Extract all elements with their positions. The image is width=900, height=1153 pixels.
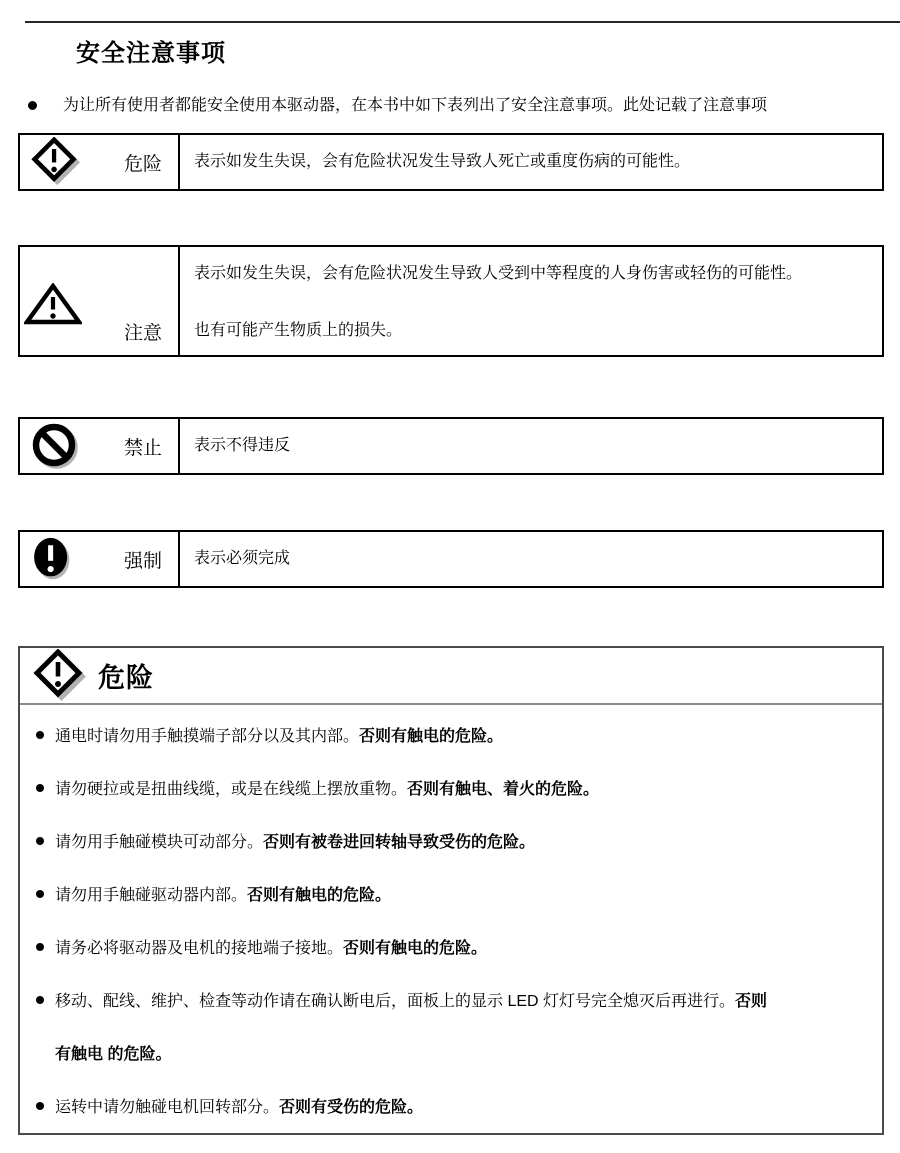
intro-text: 为让所有使用者都能安全使用本驱动器，在本书中如下表列出了安全注意事项。此处记载了注意事项 xyxy=(63,97,768,114)
no-entry-icon xyxy=(30,421,80,471)
danger-list-item xyxy=(20,761,882,814)
bullet-icon xyxy=(36,731,44,739)
danger-item-consequence: 否则有受伤的危险。 xyxy=(279,1099,424,1116)
danger-item-text: 运转中请勿触碰电机回转部分。 xyxy=(55,1099,280,1116)
intro-note xyxy=(28,95,892,117)
danger-item-text: 请勿用手触碰驱动器内部。 xyxy=(55,887,248,904)
danger-item-consequence: 否则有触电、着火的危险。 xyxy=(407,781,600,798)
danger-item-text: 请勿用手触碰模块可动部分。 xyxy=(55,834,264,851)
danger-item-text: 请勿硬拉或是扭曲线缆，或是在线缆上摆放重物。 xyxy=(55,781,408,798)
legend-table-mandatory xyxy=(18,530,884,588)
danger-list-item xyxy=(20,1079,882,1132)
danger-list-item xyxy=(20,867,882,920)
prohibited-description: 表示不得违反 xyxy=(194,436,291,454)
bullet-icon xyxy=(36,784,44,792)
danger-item-consequence: 否则有触电的危险。 xyxy=(359,728,504,745)
legend-table-prohibited xyxy=(18,417,884,475)
prohibited-symbol-cell xyxy=(20,419,180,473)
caution-description-line1: 表示如发生失误，会有危险状况发生导致人受到中等程度的人身伤害或轻伤的可能性。 xyxy=(194,265,803,282)
danger-item-consequence: 否则有触电的危险。 xyxy=(247,887,392,904)
legend-table-danger xyxy=(18,133,884,191)
diamond-exclamation-icon xyxy=(32,649,86,703)
danger-list-item xyxy=(20,814,882,867)
danger-symbol-cell xyxy=(20,135,180,189)
danger-list-item xyxy=(20,973,882,1026)
danger-item-text: 请务必将驱动器及电机的接地端子接地。 xyxy=(55,940,344,957)
danger-section-header xyxy=(20,648,882,705)
triangle-exclamation-icon xyxy=(24,283,82,325)
page-title: 安全注意事项 xyxy=(76,40,226,67)
top-divider xyxy=(25,21,900,23)
danger-list-item xyxy=(20,1026,882,1079)
danger-item-consequence: 否则有触电的危险。 xyxy=(343,940,488,957)
mandatory-label: 强制 xyxy=(123,550,162,572)
danger-item-consequence: 有触电 的危险。 xyxy=(55,1046,172,1063)
danger-item-text: 通电时请勿用手触摸端子部分以及其内部。 xyxy=(55,728,360,745)
danger-section-title: 危险 xyxy=(98,663,154,693)
diamond-exclamation-icon xyxy=(30,137,80,187)
danger-list-item xyxy=(20,920,882,973)
danger-item-consequence: 否则 xyxy=(735,993,768,1010)
mandatory-description: 表示必须完成 xyxy=(194,549,291,567)
caution-label: 注意 xyxy=(123,323,162,344)
danger-description: 表示如发生失误，会有危险状况发生导致人死亡或重度伤病的可能性。 xyxy=(194,152,691,170)
legend-table-caution xyxy=(18,245,884,357)
bullet-icon xyxy=(36,837,44,845)
danger-item-consequence: 否则有被卷进回转轴导致受伤的危险。 xyxy=(263,834,536,851)
danger-item-text: 移动、配线、维护、检查等动作请在确认断电后，面板上的显示 LED 灯灯号完全熄灭后再进行。 xyxy=(55,993,736,1010)
bullet-icon xyxy=(28,101,37,110)
bullet-icon xyxy=(36,996,44,1004)
danger-list-item xyxy=(20,708,882,761)
danger-section xyxy=(18,646,884,1135)
mandatory-symbol-cell xyxy=(20,532,180,586)
bullet-icon xyxy=(36,1102,44,1110)
caution-description xyxy=(180,247,882,355)
bullet-icon xyxy=(36,943,44,951)
prohibited-label: 禁止 xyxy=(123,437,162,459)
caution-symbol-cell xyxy=(20,247,180,355)
danger-label: 危险 xyxy=(123,153,162,175)
caution-description-line2: 也有可能产生物质上的损失。 xyxy=(194,321,403,339)
bullet-icon xyxy=(36,890,44,898)
danger-item-list xyxy=(20,705,882,1132)
filled-circle-exclamation-icon xyxy=(30,534,74,584)
